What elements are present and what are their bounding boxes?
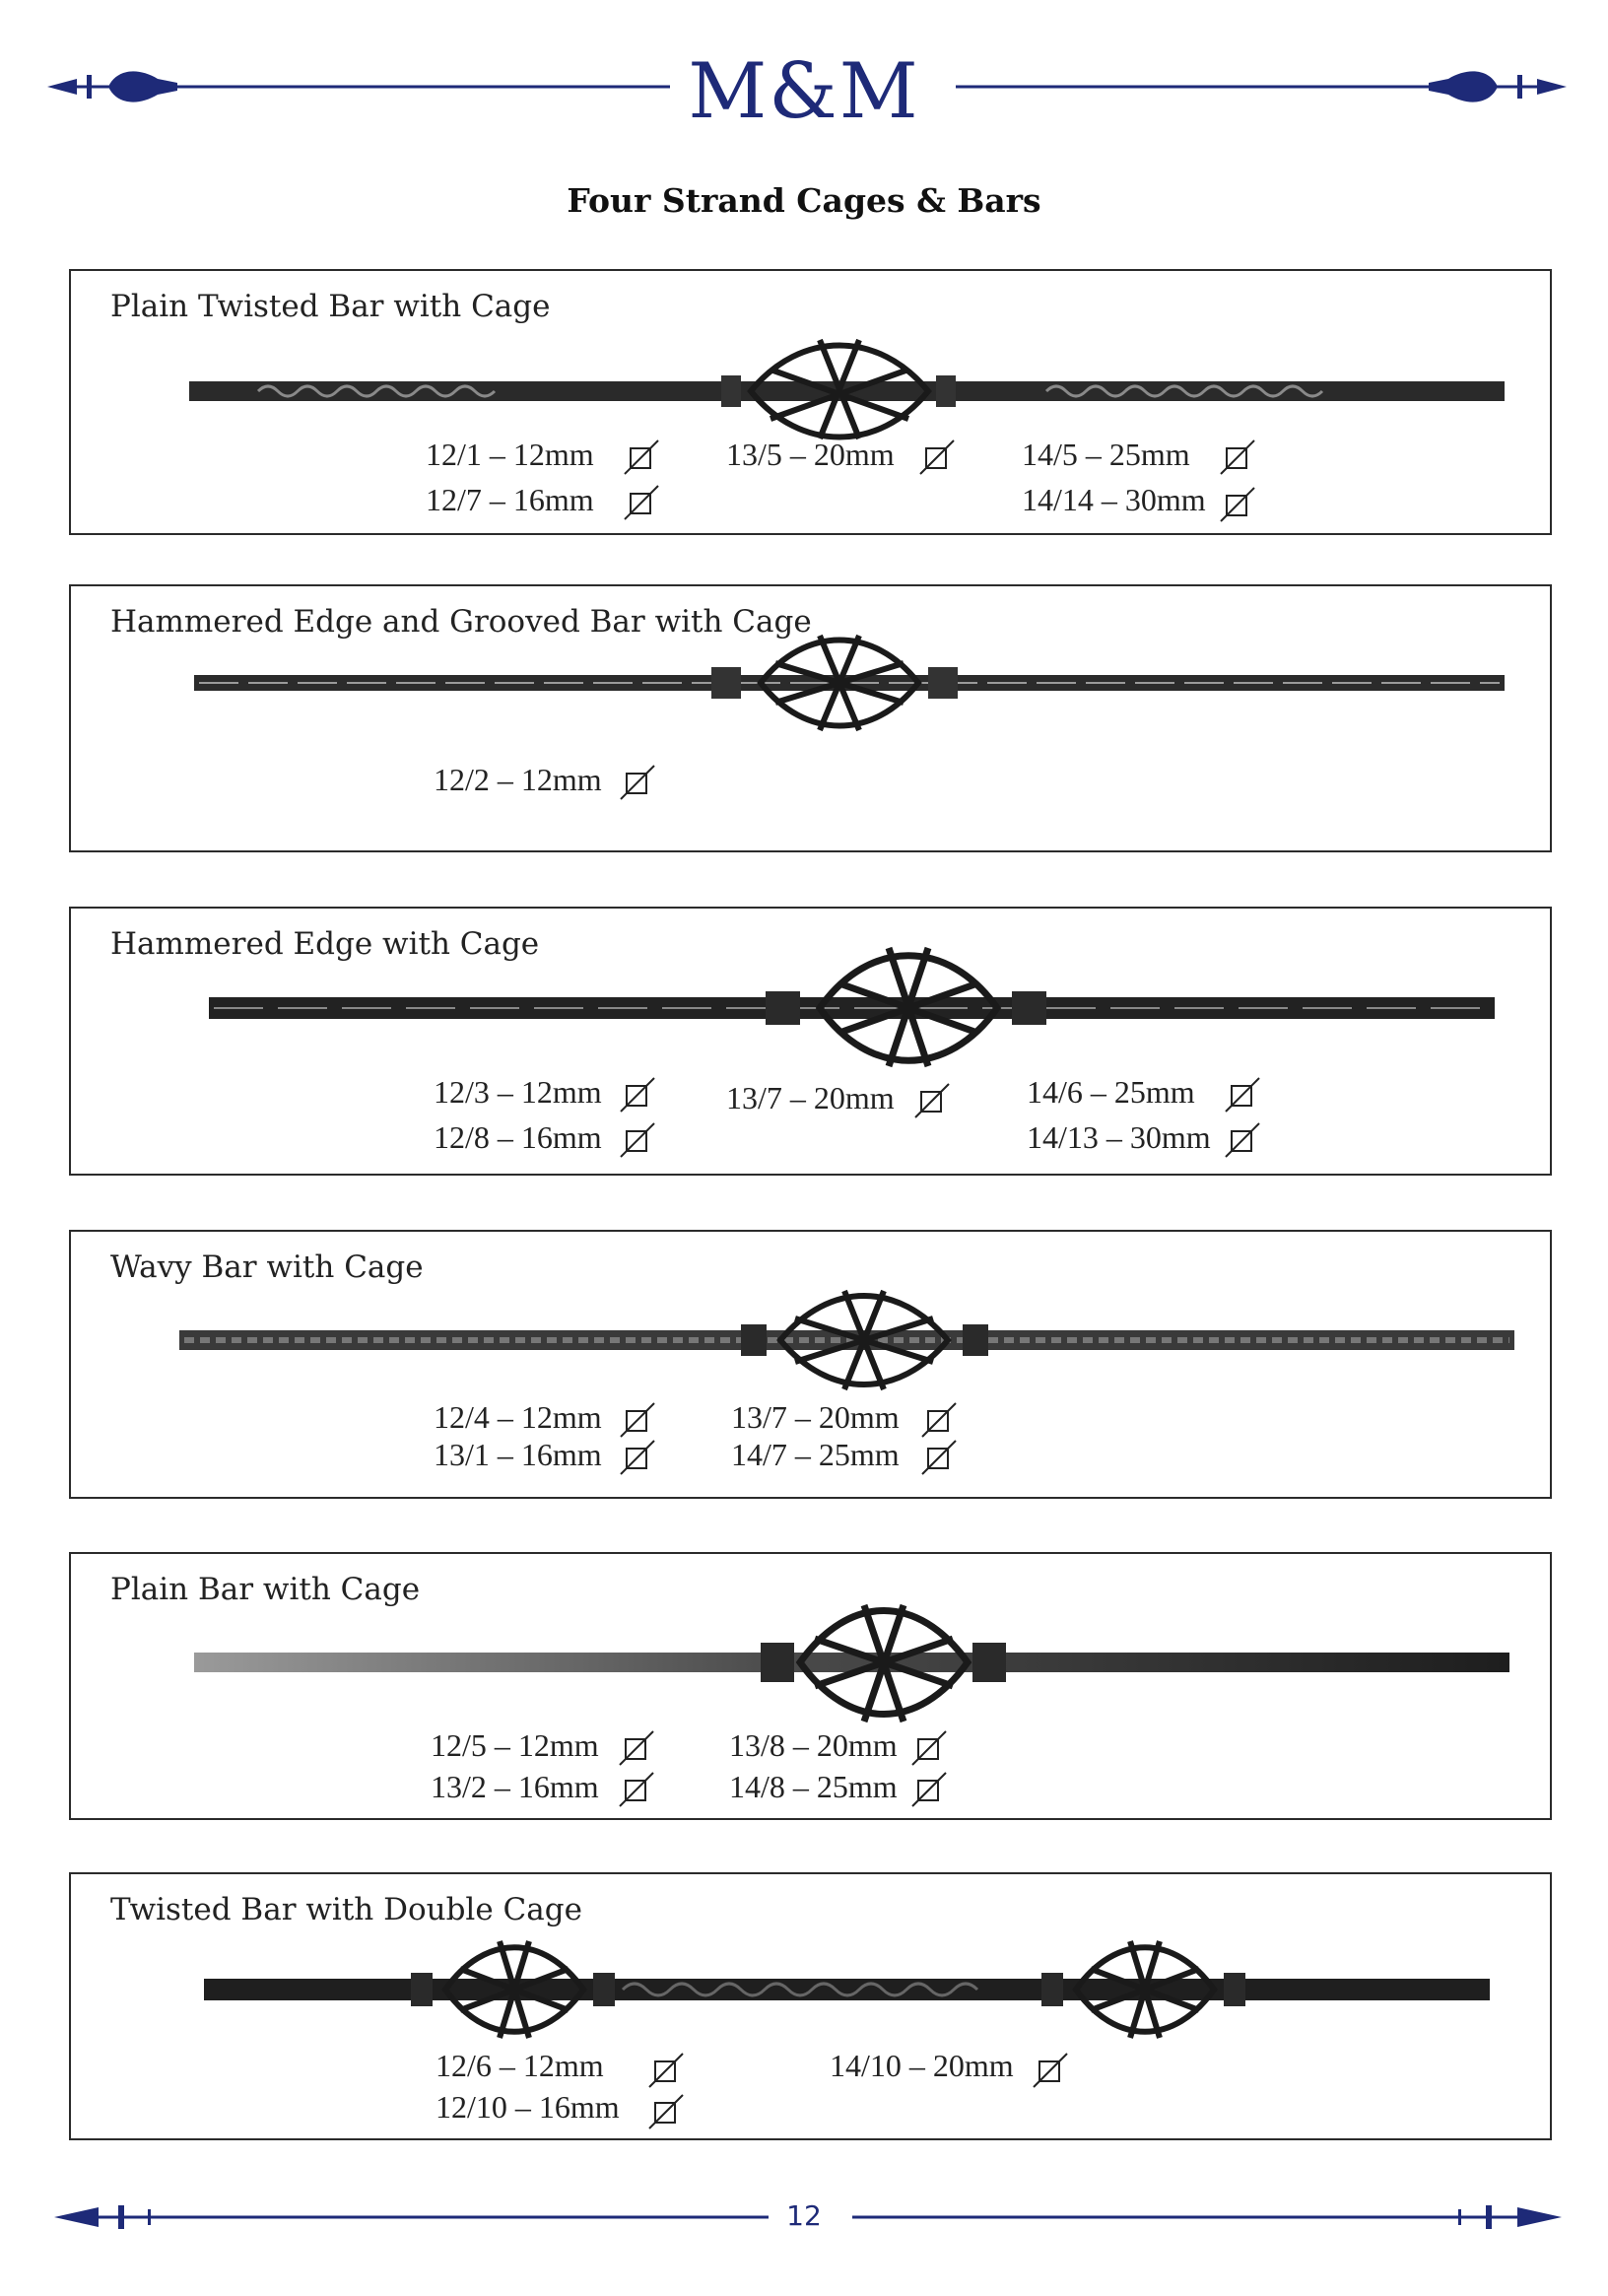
checkbox-icon[interactable] — [913, 1082, 951, 1119]
product-code: 13/2 – 16mm — [431, 1769, 599, 1804]
product-title: Plain Bar with Cage — [110, 1572, 421, 1607]
product-title: Wavy Bar with Cage — [110, 1249, 424, 1285]
product-panel-hammered-edge-with-cage — [69, 907, 1552, 1176]
checkbox-icon[interactable] — [619, 1121, 656, 1159]
product-code: 13/5 – 20mm — [726, 437, 895, 472]
product-code: 12/3 – 12mm — [434, 1074, 602, 1110]
bar-image — [71, 909, 1554, 1178]
checkbox-icon[interactable] — [920, 1439, 958, 1476]
product-code: 13/7 – 20mm — [731, 1399, 900, 1435]
product-code: 13/1 – 16mm — [434, 1437, 602, 1472]
product-code: 14/8 – 25mm — [729, 1769, 898, 1804]
product-panel-plain-bar-with-cage — [69, 1552, 1552, 1820]
checkbox-icon[interactable] — [1219, 439, 1256, 476]
bar-image — [71, 1874, 1554, 2142]
product-code: 12/6 – 12mm — [436, 2048, 604, 2083]
product-code: 14/6 – 25mm — [1027, 1074, 1195, 1110]
checkbox-icon[interactable] — [1224, 1121, 1261, 1159]
checkbox-icon[interactable] — [920, 1401, 958, 1439]
product-code: 14/5 – 25mm — [1022, 437, 1190, 472]
product-title: Plain Twisted Bar with Cage — [110, 289, 551, 324]
checkbox-icon[interactable] — [618, 1771, 655, 1808]
bar-image — [71, 271, 1554, 537]
product-panel-wavy-bar-with-cage — [69, 1230, 1552, 1499]
checkbox-icon[interactable] — [910, 1729, 948, 1767]
product-code: 12/10 – 16mm — [436, 2089, 620, 2125]
checkbox-icon[interactable] — [918, 439, 956, 476]
checkbox-icon[interactable] — [910, 1771, 948, 1808]
checkbox-icon[interactable] — [623, 439, 660, 476]
product-code: 14/10 – 20mm — [830, 2048, 1014, 2083]
product-code: 13/8 – 20mm — [729, 1727, 898, 1763]
product-title: Hammered Edge with Cage — [110, 926, 540, 962]
product-panel-twisted-bar-with-double-cage — [69, 1872, 1552, 2140]
brand-logo: M&M — [688, 47, 920, 136]
checkbox-icon[interactable] — [619, 1401, 656, 1439]
product-code: 12/1 – 12mm — [426, 437, 594, 472]
page-number: 12 — [786, 2199, 822, 2232]
checkbox-icon[interactable] — [619, 764, 656, 801]
page-footer — [0, 2188, 1608, 2247]
product-panel-plain-twisted-bar-with-cage — [69, 269, 1552, 535]
product-panel-hammered-edge-grooved-bar-with-cage — [69, 584, 1552, 852]
product-code: 13/7 – 20mm — [726, 1080, 895, 1115]
product-code: 12/4 – 12mm — [434, 1399, 602, 1435]
checkbox-icon[interactable] — [619, 1076, 656, 1114]
product-code: 14/14 – 30mm — [1022, 482, 1206, 517]
product-code: 12/2 – 12mm — [434, 762, 602, 797]
product-code: 12/5 – 12mm — [431, 1727, 599, 1763]
product-code: 12/7 – 16mm — [426, 482, 594, 517]
checkbox-icon[interactable] — [1219, 486, 1256, 523]
bar-image — [71, 586, 1554, 854]
product-title: Hammered Edge and Grooved Bar with Cage — [110, 604, 812, 640]
page-header — [0, 39, 1608, 138]
checkbox-icon[interactable] — [647, 2093, 685, 2130]
product-code: 14/7 – 25mm — [731, 1437, 900, 1472]
checkbox-icon[interactable] — [1224, 1076, 1261, 1114]
product-code: 14/13 – 30mm — [1027, 1119, 1211, 1155]
checkbox-icon[interactable] — [619, 1439, 656, 1476]
page-title: Four Strand Cages & Bars — [567, 181, 1041, 220]
checkbox-icon[interactable] — [623, 484, 660, 521]
checkbox-icon[interactable] — [1032, 2052, 1069, 2089]
checkbox-icon[interactable] — [647, 2052, 685, 2089]
checkbox-icon[interactable] — [618, 1729, 655, 1767]
product-title: Twisted Bar with Double Cage — [110, 1892, 582, 1927]
product-code: 12/8 – 16mm — [434, 1119, 602, 1155]
